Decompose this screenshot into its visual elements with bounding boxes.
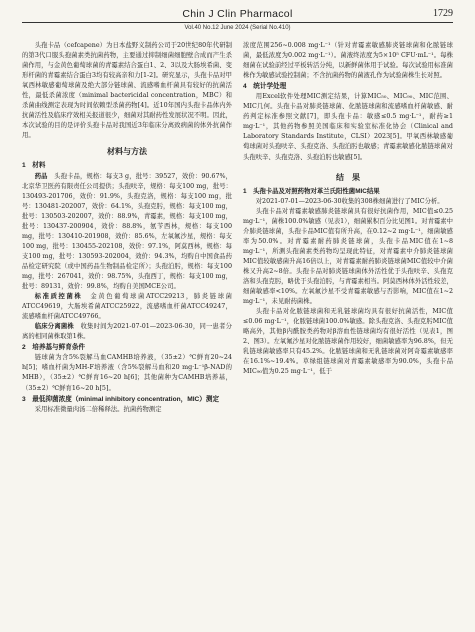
header-rule: [22, 22, 453, 23]
isolates-paragraph: [22, 322, 232, 342]
isolates-lead: 临床分离菌株: [34, 323, 74, 331]
results-paragraph-1: 对2021-07-01—2023-06-30收集的308株细菌进行了MIC分析。: [255, 197, 444, 205]
isolates-text: 收集时间为2021-07-01—2023-06-30，同一患者分离的相同菌株取第1株。: [22, 323, 232, 341]
subsection-media: 2 培养基与鲜育条件: [22, 344, 86, 352]
media-paragraph: 链球菌为含5%裂解马血CAMHB培养液，（35±2）℃鲜育20~24 h[5]；嗜血杆菌为MH-F培养液（含5%裂解马血和20 mg·L⁻¹β-NAD的MHB），（35±2）℃鲜育16~20 h[6]；其他菌种为CAMHB培养基，（35±2）℃鲜育16~20 h[5]。: [22, 354, 232, 392]
standards-paragraph: [22, 292, 232, 322]
page-number: 1729: [433, 8, 453, 19]
left-column: [22, 41, 232, 626]
mic-paragraph: 采用标准微量肉汤二倍稀释法。抗菌药物测定: [34, 405, 162, 413]
subsection-materials: 1 材料: [22, 162, 46, 170]
intro-paragraph: 头孢卡品（cefcapene）为日本盐野义制药公司于20世纪80年代研制的第3代口服头孢菌素类抗菌药物，主要通过抑制细菌细胞壁合成而产生杀菌作用，与金黄色葡萄球菌的青霉素结合蛋白1、2、3以及大肠埃希菌、变形杆菌的青霉素结合蛋白3均有较高亲和力[1-2]。研究显示，头孢卡品对甲氧西林敏感葡萄球菌及绝大部分链球菌、流感嗜血杆菌具有较好的抗菌活性，最低杀菌浓度（minimal bactericidal concentration，MBC）和杀菌曲线测定表现为时间依赖型杀菌药物[4]。近10年国内头孢卡品体内外抗菌活性及临床疗效相关报道很少，细菌对其耐药性发展状况不明。因此，本次试验的目的是评价头孢卡品对我国近3年临床分离致病菌的体外抗菌作用。: [22, 42, 232, 140]
volume-line: Vol.40 No.12 June 2024 (Serial No.410): [184, 25, 291, 31]
statistics-paragraph: 用Excel软件处理MIC测定结果，计算MIC₅₀、MIC₉₀、MIC范围、MIC几何。头孢卡品对肺炎链球菌、化脓链球菌和流感嗜血杆菌敏感、耐药判定标准参照文献[7]，即头孢卡品：敏感≤0.5 mg·L⁻¹，耐药≥1 mg·L⁻¹，其他药物参照美国临床和实验室标准化协会（Clinical and Laboratory Standards Institute，CLSI）2023[5]。甲氧西林敏感葡萄球菌对头孢呋辛、头孢克洛、头孢泊肟也敏感；青霉素敏感化脓链球菌对头孢呋辛、头孢克洛、头孢泊肟也敏感[5]。: [243, 93, 453, 161]
mic-paragraph-continued: 浓度范围256~0.008 mg·L⁻¹（针对青霉素敏感肺炎链球菌和化脓链球菌，最低浓度为0.002 mg·L⁻¹）。菌液终浓度为5×10⁵ CFU·mL⁻¹。每株细菌在试验前经过平板转活分纯，以新鲜菌体用于试验。每次试验用标准菌株作为敏感试验控制菌；不含抗菌药物的菌液孔作为试验菌株生长对照。: [243, 42, 453, 80]
standards-lead: 标准质控菌株: [34, 293, 83, 301]
section-title-results: 结 果: [336, 172, 360, 182]
section-title-materials-methods: 材料与方法: [107, 147, 147, 157]
drugs-text: 头孢卡品，规格：每支3 g，批号：39527，效价：90.67%，北京华卫医药有限责任公司提供；头孢呋辛，规格：每支100 mg，批号：130493-201706，效价：91.9%，头孢克洛，规格：每支100 mg，批号：130481-202007，效价：64.1%，头孢克肟，规格：每支100 mg，批号：130503-202007，效价：88.9%，青霉素，规格：每支100 mg，批号：130437-200904，效价：88.8%，氨苄西林，规格：每支100 mg，批号：130410-201908，效价：85.6%，左氧氟沙星，规格：每支100 mg，批号：130455-202108，效价：97.1%，阿莫西林，规格：每支100 mg，批号：130593-202004，效价：94.3%，均购自中国食品药品检定研究院（或中国药品生物制品检定所）；头孢泊肟，规格：每支100 mg，批号：267041，效价：98.75%，头孢西丁，规格：每支100 mg，批号：89131，效价：99.8%，均购自美国MCE公司。: [22, 172, 232, 291]
results-paragraph-2: 头孢卡品对青霉素敏感肺炎链球菌具有很好抗菌作用，MIC值≤0.25 mg·L⁻¹，菌株100.0%敏感（见表1），细菌累积百分比见图1。对青霉素中介肺炎链球菌，头孢卡品MIC值有所升高，在0.12~2 mg·L⁻¹，细菌敏感率为50.0%。对青霉素耐药肺炎链球菌，头孢卡品MIC值在1~8 mg·L⁻¹，所测头孢菌素类药物均呈现此特征，对青霉素中介肺炎链球菌MIC值较敏感菌升高16倍以上，对青霉素耐药肺炎链球菌MIC值较中介菌株又升高2~8倍。头孢卡品对肺炎链球菌体外活性优于头孢呋辛、头孢克洛和头孢克肟，略优于头孢泊肟，与青霉素相当。阿莫西林体外活性较差，细菌敏感率<10%。左氧氟沙星不受青霉素敏感与否影响，MIC值在1~2 mg·L⁻¹，未见耐药菌株。: [243, 207, 453, 306]
drugs-paragraph: [22, 172, 232, 293]
subsection-statistics: 4 统计学处理: [243, 83, 287, 91]
journal-title: Chin J Clin Pharmacol: [182, 8, 293, 20]
page-header: [0, 0, 475, 40]
drugs-lead: 药品: [34, 172, 48, 180]
right-column: [243, 41, 453, 626]
subsection-mic: 3 最低抑菌浓度（minimal inhibitory concentration，MIC）测定: [22, 395, 220, 403]
results-subsection-1: 1 头孢卡品及对照药物对革兰氏阳性菌MIC结果: [243, 187, 380, 195]
standards-text: 金黄色葡萄球菌ATCC29213，肺炎链球菌ATCC49619，大肠埃希菌ATCC25922，流感嗜血杆菌ATCC49247，流感嗜血杆菌ATCC49766。: [22, 293, 232, 321]
results-paragraph-3: 头孢卡品对化脓链球菌和无乳链球菌均具有很好抗菌活性，MIC值≤0.06 mg·L⁻¹，化脓链球菌100.0%敏感。除头孢克洛、头孢克肟MIC值略高外，其他β内酰胺类药物对β溶血性链球菌均有很好活性（见表1，图2、图3）。左氧氟沙星对化脓链球菌作用较好，细菌敏感率为96.8%，但无乳链球菌敏感率只有45.2%。化脓链球菌和无乳链球菌对阿奇霉素敏感率在16.1%~19.4%。草绿组链球菌对青霉素敏感率为90.0%，头孢卡品MIC₉₀值为0.25 mg·L⁻¹，低于: [243, 308, 453, 376]
